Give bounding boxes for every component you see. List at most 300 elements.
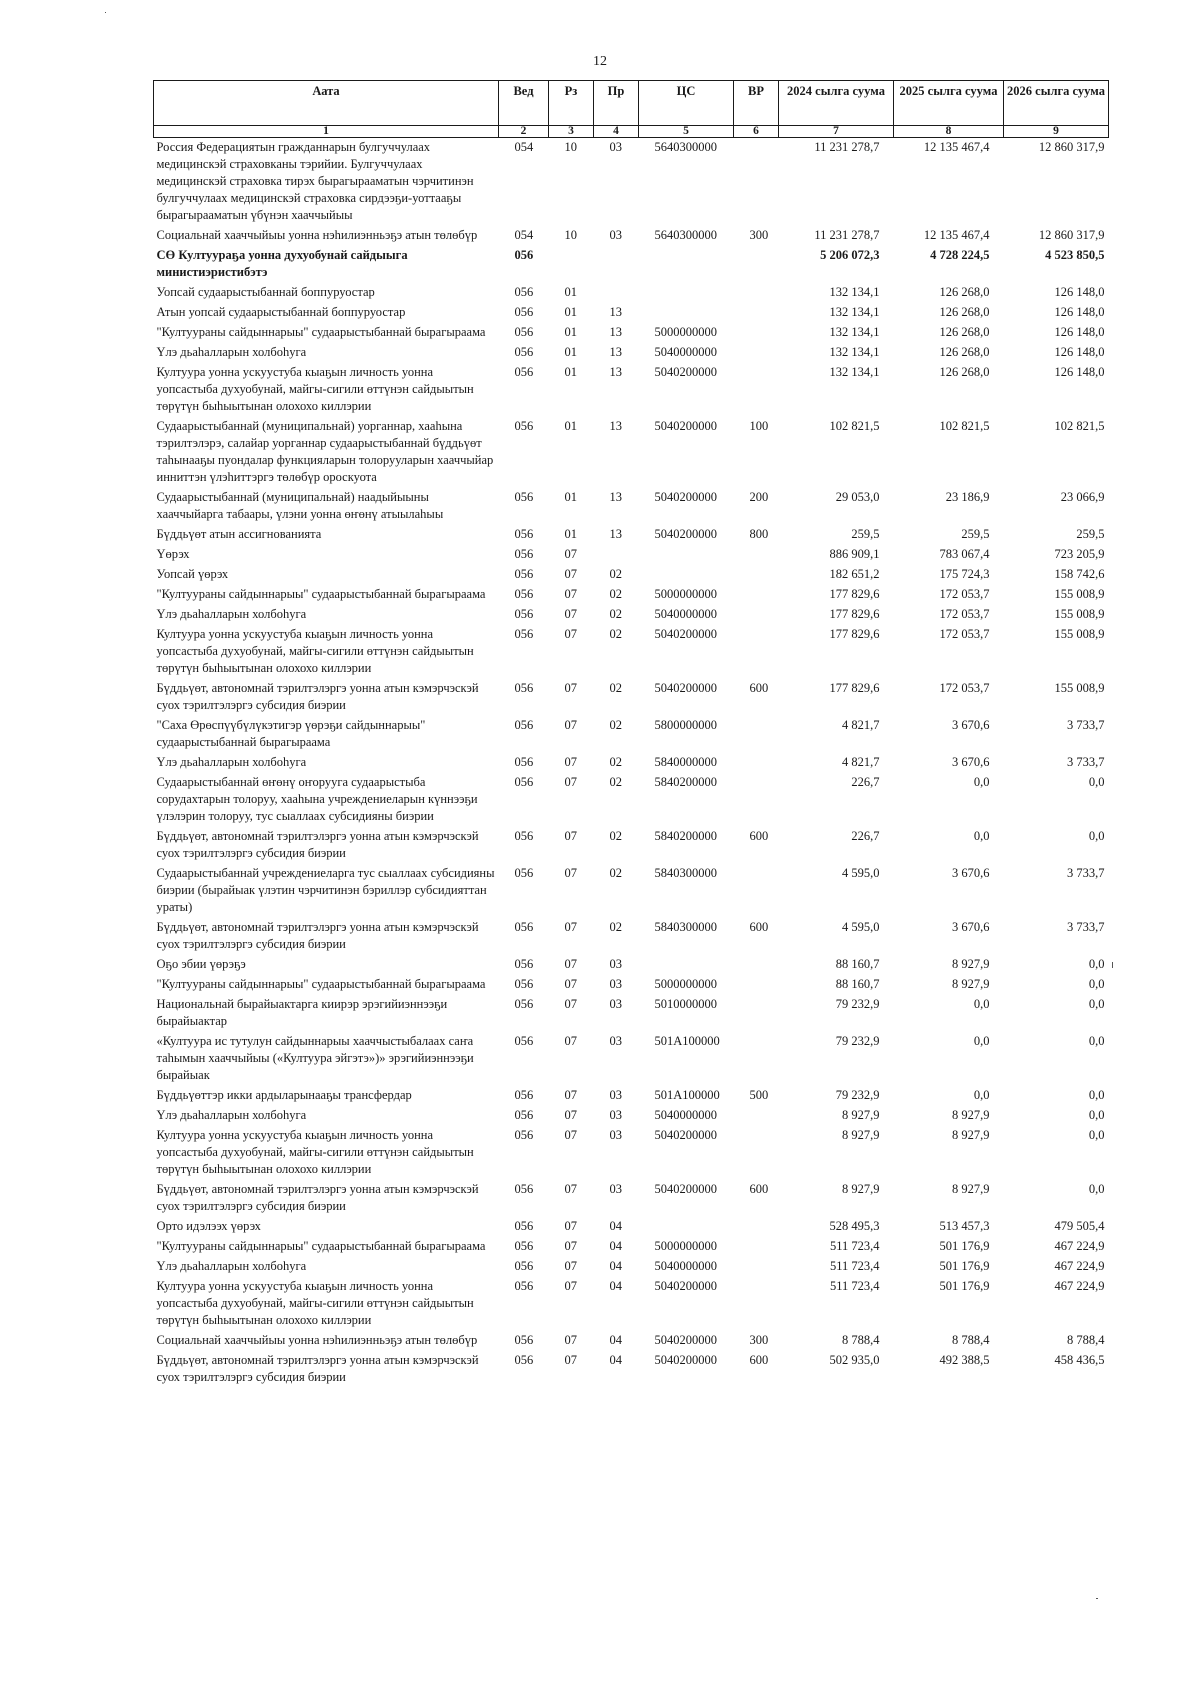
row-pr: 02 — [609, 567, 622, 581]
row-vr — [734, 343, 779, 363]
row-ved: 056 — [514, 587, 534, 601]
row-cs: 5840000000 — [654, 755, 717, 769]
table-row — [154, 1106, 1109, 1126]
row-vr: 600 — [749, 1182, 769, 1196]
row-rz: 07 — [564, 681, 577, 695]
row-pr: 13 — [609, 490, 622, 504]
scan-artifact — [1112, 962, 1113, 968]
row-pr: 04 — [609, 1333, 622, 1347]
column-number: 4 — [594, 126, 639, 138]
row-2025-amount: 126 268,0 — [939, 365, 990, 379]
row-rz: 07 — [564, 977, 577, 991]
row-2026-amount: 23 066,9 — [1060, 490, 1105, 504]
row-2026-amount: 0,0 — [1088, 1088, 1105, 1102]
row-rz: 07 — [564, 755, 577, 769]
row-2026-amount: 126 148,0 — [1054, 345, 1105, 359]
row-name: Култуура уонна ускуустуба кыаҕын личность уонна уопсастыба духуобунай, майгы-сигили өттүнэн сайдыытын төрүтүн быһыытынан олохохо киллэрии — [156, 1279, 474, 1327]
row-rz: 07 — [564, 997, 577, 1011]
row-pr: 03 — [609, 977, 622, 991]
row-vr: 200 — [749, 490, 769, 504]
row-rz: 01 — [564, 325, 577, 339]
row-name: Судаарыстыбаннай (муниципальнай) наадыйыыны хааччыйарга табаары, үлэни уонна өҥөнү атыылаһыы — [156, 490, 444, 521]
row-cs: 5840200000 — [654, 775, 717, 789]
row-2026-amount: 126 148,0 — [1054, 305, 1105, 319]
table-row — [154, 1237, 1109, 1257]
row-pr: 02 — [609, 718, 622, 732]
row-ved: 056 — [514, 1333, 534, 1347]
row-rz: 07 — [564, 1239, 577, 1253]
row-2026-amount: 479 505,4 — [1054, 1219, 1105, 1233]
row-name: "Култуураны сайдыннарыы" судаарыстыбаннай бырагыраама — [156, 1239, 486, 1253]
table-row — [154, 488, 1109, 525]
row-rz: 01 — [564, 285, 577, 299]
table-row — [154, 565, 1109, 585]
row-pr: 03 — [609, 1088, 622, 1102]
row-2026-amount: 0,0 — [1088, 829, 1105, 843]
row-cs — [639, 246, 734, 283]
row-pr: 03 — [609, 1034, 622, 1048]
table-row — [154, 1277, 1109, 1331]
row-name: Судаарыстыбаннай өҥөнү оҥорууга судаарыстыба сорудахтарын толоруу, хааһына учреждениеларын күннээҕи үлэлэрин толоруу, тус сыаллаах субсидияны биэрии — [156, 775, 478, 823]
row-pr: 03 — [609, 1108, 622, 1122]
row-name: Оҕо эбии үөрэҕэ — [156, 957, 246, 971]
table-row — [154, 975, 1109, 995]
row-name: Үлэ дьаһалларын холбоһуга — [156, 755, 307, 769]
table-row — [154, 955, 1109, 975]
row-name: Бүддьүөт, автономнай тэрилтэлэргэ уонна атын кэмэрчэскэй суох тэрилтэлэргэ субсидия биэрии — [156, 829, 479, 860]
row-rz: 10 — [564, 228, 577, 242]
row-rz: 07 — [564, 1219, 577, 1233]
row-vr: 500 — [749, 1088, 769, 1102]
row-ved: 056 — [514, 325, 534, 339]
row-name: Үлэ дьаһалларын холбоһуга — [156, 1259, 307, 1273]
row-pr: 13 — [609, 527, 622, 541]
row-ved: 056 — [514, 1353, 534, 1367]
row-name: Үлэ дьаһалларын холбоһуга — [156, 1108, 307, 1122]
row-rz: 07 — [564, 1108, 577, 1122]
row-ved: 056 — [514, 607, 534, 621]
row-ved: 056 — [514, 920, 534, 934]
column-number: 9 — [1004, 126, 1109, 138]
row-2025-amount: 0,0 — [973, 1034, 990, 1048]
row-ved: 054 — [514, 140, 534, 154]
row-vr — [734, 625, 779, 679]
row-name: "Култуураны сайдыннарыы" судаарыстыбаннай бырагыраама — [156, 325, 486, 339]
row-ved: 056 — [514, 829, 534, 843]
row-2024-amount: 177 829,6 — [829, 681, 880, 695]
row-2026-amount: 126 148,0 — [1054, 365, 1105, 379]
row-pr: 03 — [609, 228, 622, 242]
row-2025-amount: 492 388,5 — [939, 1353, 990, 1367]
row-2026-amount: 158 742,6 — [1054, 567, 1105, 581]
row-2024-amount: 132 134,1 — [829, 285, 880, 299]
row-rz: 07 — [564, 1182, 577, 1196]
row-ved: 056 — [514, 718, 534, 732]
row-name: Үлэ дьаһалларын холбоһуга — [156, 345, 307, 359]
row-2026-amount: 0,0 — [1088, 997, 1105, 1011]
row-name: Россия Федерациятын гражданнарын булгуччулаах медицинскэй страховканы тэрийии. Булгуччулаах медицинскэй страховка тирэх бырагырааматын чэрчитинэн булгуччулаах медицинскэй страховка сирдээҕи-уоттааҕы бырагырааматын үбүнэн хааччыйыы — [156, 140, 474, 222]
row-cs — [639, 955, 734, 975]
row-rz: 07 — [564, 775, 577, 789]
row-2026-amount: 458 436,5 — [1054, 1353, 1105, 1367]
row-cs: 5000000000 — [654, 977, 717, 991]
row-2026-amount: 4 523 850,5 — [1045, 248, 1105, 262]
row-name: Атын уопсай судаарыстыбаннай боппуруостар — [156, 305, 406, 319]
row-name: Судаарыстыбаннай (муниципальнай) уорганнар, хааһына тэрилтэлэрэ, салайар уорганнар судаарыстыбаннай бүддьүөт таһынааҕы пуондалар функцияларын толорууларын хааччыйар инниттэн үлэһиттэргэ төлөбүр ороскуота — [156, 419, 494, 484]
row-2024-amount: 226,7 — [851, 829, 880, 843]
row-2024-amount: 79 232,9 — [835, 997, 880, 1011]
row-2024-amount: 259,5 — [851, 527, 880, 541]
row-2025-amount: 4 728 224,5 — [930, 248, 990, 262]
row-ved: 056 — [514, 1239, 534, 1253]
row-ved: 056 — [514, 627, 534, 641]
table-header-row — [154, 81, 1109, 126]
row-name: Социальнай хааччыйыы уонна нэһилиэнньэҕэ атын төлөбүр — [156, 228, 478, 242]
row-2025-amount: 172 053,7 — [939, 607, 990, 621]
row-rz: 01 — [564, 419, 577, 433]
row-2026-amount: 467 224,9 — [1054, 1239, 1105, 1253]
table-row — [154, 545, 1109, 565]
row-pr: 03 — [609, 997, 622, 1011]
row-cs: 5040200000 — [654, 1279, 717, 1293]
row-vr: 800 — [749, 527, 769, 541]
row-ved: 054 — [514, 228, 534, 242]
row-cs: 5000000000 — [654, 587, 717, 601]
table-row — [154, 918, 1109, 955]
row-2025-amount: 102 821,5 — [939, 419, 990, 433]
row-vr — [734, 323, 779, 343]
row-2025-amount: 12 135 467,4 — [923, 228, 990, 242]
row-2024-amount: 182 651,2 — [829, 567, 880, 581]
row-rz: 07 — [564, 607, 577, 621]
row-vr — [734, 1032, 779, 1086]
row-2026-amount: 0,0 — [1088, 1034, 1105, 1048]
header-vr: ВР — [734, 81, 779, 126]
row-2025-amount: 23 186,9 — [945, 490, 990, 504]
table-row — [154, 995, 1109, 1032]
row-2025-amount: 8 927,9 — [952, 1128, 990, 1142]
row-2026-amount: 126 148,0 — [1054, 285, 1105, 299]
row-pr: 02 — [609, 627, 622, 641]
row-2025-amount: 8 927,9 — [952, 1182, 990, 1196]
row-2024-amount: 528 495,3 — [829, 1219, 880, 1233]
row-2026-amount: 0,0 — [1088, 1128, 1105, 1142]
row-2026-amount: 12 860 317,9 — [1038, 228, 1105, 242]
row-2024-amount: 4 821,7 — [842, 755, 880, 769]
row-name: Орто идэлээх үөрэх — [156, 1219, 261, 1233]
row-vr: 600 — [749, 920, 769, 934]
row-pr: 04 — [609, 1279, 622, 1293]
table-row — [154, 525, 1109, 545]
row-vr: 100 — [749, 419, 769, 433]
row-cs: 5040200000 — [654, 1353, 717, 1367]
table-row — [154, 864, 1109, 918]
column-number: 6 — [734, 126, 779, 138]
row-2024-amount: 177 829,6 — [829, 607, 880, 621]
row-vr — [734, 1106, 779, 1126]
row-pr: 04 — [609, 1219, 622, 1233]
row-pr: 13 — [609, 365, 622, 379]
row-name: Бүддьүөт, автономнай тэрилтэлэргэ уонна атын кэмэрчэскэй суох тэрилтэлэргэ субсидия биэрии — [156, 681, 479, 712]
row-cs: 5010000000 — [654, 997, 717, 1011]
row-2025-amount: 8 927,9 — [952, 1108, 990, 1122]
row-vr: 600 — [749, 1353, 769, 1367]
row-cs: 5040200000 — [654, 490, 717, 504]
row-2026-amount: 12 860 317,9 — [1038, 140, 1105, 154]
row-2024-amount: 88 160,7 — [835, 977, 880, 991]
scan-artifact — [105, 12, 106, 13]
table-row — [154, 138, 1109, 227]
header-pr: Пр — [594, 81, 639, 126]
row-name: «Култуура ис тутулун сайдыннарыы хааччыстыбалаах саҥа таһымын хааччыйыы («Култуура эйгэтэ»)» эрэгийиэннээҕи бырайыак — [156, 1034, 474, 1082]
row-rz: 07 — [564, 718, 577, 732]
table-row — [154, 773, 1109, 827]
row-2024-amount: 177 829,6 — [829, 587, 880, 601]
row-2024-amount: 8 927,9 — [842, 1108, 880, 1122]
row-ved: 056 — [514, 490, 534, 504]
row-2024-amount: 886 909,1 — [829, 547, 880, 561]
row-rz: 07 — [564, 1333, 577, 1347]
row-2024-amount: 511 723,4 — [829, 1239, 880, 1253]
table-row — [154, 716, 1109, 753]
header-rz: Рз — [549, 81, 594, 126]
row-2024-amount: 132 134,1 — [829, 365, 880, 379]
row-2025-amount: 3 670,6 — [952, 866, 990, 880]
row-2025-amount: 3 670,6 — [952, 755, 990, 769]
row-2025-amount: 3 670,6 — [952, 920, 990, 934]
row-vr — [734, 138, 779, 227]
row-pr: 03 — [609, 140, 622, 154]
row-cs: 5040200000 — [654, 419, 717, 433]
row-pr: 13 — [609, 305, 622, 319]
row-vr: 600 — [749, 681, 769, 695]
row-2024-amount: 11 231 278,7 — [814, 140, 880, 154]
row-ved: 056 — [514, 1219, 534, 1233]
row-cs — [639, 283, 734, 303]
row-vr — [734, 773, 779, 827]
row-cs: 5040200000 — [654, 527, 717, 541]
table-row — [154, 1126, 1109, 1180]
row-rz: 07 — [564, 829, 577, 843]
row-name: Үөрэх — [156, 547, 190, 561]
row-pr: 02 — [609, 587, 622, 601]
row-2024-amount: 8 927,9 — [842, 1182, 880, 1196]
row-ved: 056 — [514, 1182, 534, 1196]
row-2024-amount: 177 829,6 — [829, 627, 880, 641]
row-pr: 02 — [609, 866, 622, 880]
row-name: СӨ Култуураҕа уонна духуобунай сайдыыга министиэристибэтэ — [156, 248, 408, 279]
row-2025-amount: 172 053,7 — [939, 681, 990, 695]
row-rz: 07 — [564, 547, 577, 561]
row-2024-amount: 502 935,0 — [829, 1353, 880, 1367]
row-pr: 03 — [609, 957, 622, 971]
row-cs — [639, 303, 734, 323]
row-2026-amount: 3 733,7 — [1067, 866, 1105, 880]
row-2026-amount: 259,5 — [1076, 527, 1105, 541]
row-ved: 056 — [514, 1034, 534, 1048]
row-2024-amount: 11 231 278,7 — [814, 228, 880, 242]
row-rz — [549, 246, 594, 283]
row-cs: 5040200000 — [654, 1182, 717, 1196]
row-pr: 13 — [609, 419, 622, 433]
row-pr: 02 — [609, 829, 622, 843]
row-vr — [734, 545, 779, 565]
table-row — [154, 1257, 1109, 1277]
row-vr — [734, 864, 779, 918]
row-2024-amount: 4 595,0 — [842, 866, 880, 880]
row-cs: 5040000000 — [654, 1108, 717, 1122]
row-cs: 5040000000 — [654, 607, 717, 621]
row-ved: 056 — [514, 866, 534, 880]
row-2026-amount: 8 788,4 — [1067, 1333, 1105, 1347]
row-2025-amount: 8 927,9 — [952, 977, 990, 991]
budget-table — [153, 80, 1109, 1388]
row-2025-amount: 0,0 — [973, 997, 990, 1011]
row-cs: 501A100000 — [654, 1034, 720, 1048]
row-ved: 056 — [514, 345, 534, 359]
row-name: "Саха Өрөспүүбүлүкэтигэр үөрэҕи сайдыннарыы" судаарыстыбаннай бырагыраама — [156, 718, 426, 749]
header-2026: 2026 сылга суума — [1004, 81, 1109, 126]
row-cs: 5040200000 — [654, 1128, 717, 1142]
column-number: 7 — [779, 126, 894, 138]
row-cs: 5040000000 — [654, 345, 717, 359]
row-ved: 056 — [514, 1108, 534, 1122]
row-name: Уопсай судаарыстыбаннай боппуруостар — [156, 285, 375, 299]
row-ved: 056 — [514, 997, 534, 1011]
row-2025-amount: 513 457,3 — [939, 1219, 990, 1233]
row-2024-amount: 8 788,4 — [842, 1333, 880, 1347]
row-vr — [734, 1257, 779, 1277]
row-2025-amount: 8 927,9 — [952, 957, 990, 971]
row-cs — [639, 545, 734, 565]
row-rz: 07 — [564, 1088, 577, 1102]
row-name: Бүддьүөт, автономнай тэрилтэлэргэ уонна атын кэмэрчэскэй суох тэрилтэлэргэ субсидия биэрии — [156, 1353, 479, 1384]
row-2026-amount: 467 224,9 — [1054, 1279, 1105, 1293]
row-rz: 07 — [564, 1034, 577, 1048]
column-number: 3 — [549, 126, 594, 138]
row-ved: 056 — [514, 1259, 534, 1273]
row-2026-amount: 155 008,9 — [1054, 607, 1105, 621]
table-column-numbers-row — [154, 126, 1109, 138]
header-2024: 2024 сылга суума — [779, 81, 894, 126]
row-pr: 02 — [609, 920, 622, 934]
row-rz: 01 — [564, 365, 577, 379]
row-name: "Култуураны сайдыннарыы" судаарыстыбаннай бырагыраама — [156, 977, 486, 991]
row-pr — [594, 545, 639, 565]
row-pr — [594, 246, 639, 283]
row-ved: 056 — [514, 1088, 534, 1102]
row-2026-amount: 102 821,5 — [1054, 419, 1105, 433]
row-rz: 07 — [564, 587, 577, 601]
row-ved: 056 — [514, 957, 534, 971]
row-name: Үлэ дьаһалларын холбоһуга — [156, 607, 307, 621]
row-ved: 056 — [514, 547, 534, 561]
table-row — [154, 343, 1109, 363]
row-vr — [734, 716, 779, 753]
row-pr: 03 — [609, 1182, 622, 1196]
row-vr — [734, 955, 779, 975]
row-ved: 056 — [514, 248, 534, 262]
row-vr — [734, 1217, 779, 1237]
row-cs: 5040200000 — [654, 681, 717, 695]
row-ved: 056 — [514, 365, 534, 379]
row-pr: 03 — [609, 1128, 622, 1142]
row-vr: 300 — [749, 228, 769, 242]
row-2025-amount: 126 268,0 — [939, 345, 990, 359]
table-row — [154, 827, 1109, 864]
page-number: 12 — [593, 54, 607, 69]
row-pr: 02 — [609, 755, 622, 769]
row-2024-amount: 4 821,7 — [842, 718, 880, 732]
row-pr: 04 — [609, 1353, 622, 1367]
row-vr — [734, 303, 779, 323]
row-rz: 07 — [564, 627, 577, 641]
table-row — [154, 323, 1109, 343]
row-2024-amount: 132 134,1 — [829, 325, 880, 339]
row-ved: 056 — [514, 419, 534, 433]
table-row — [154, 1217, 1109, 1237]
row-name: Судаарыстыбаннай учреждениеларга тус сыаллаах субсидияны биэрии (бырайыак үлэтин чэрчитинэн бэриллэр субсидияттан ураты) — [156, 866, 495, 914]
row-vr: 600 — [749, 829, 769, 843]
row-2026-amount: 3 733,7 — [1067, 718, 1105, 732]
row-vr — [734, 1277, 779, 1331]
row-cs: 5040000000 — [654, 1259, 717, 1273]
row-vr — [734, 605, 779, 625]
row-2026-amount: 3 733,7 — [1067, 920, 1105, 934]
row-rz: 07 — [564, 866, 577, 880]
row-vr: 300 — [749, 1333, 769, 1347]
row-2024-amount: 226,7 — [851, 775, 880, 789]
row-rz: 07 — [564, 1259, 577, 1273]
row-2026-amount: 0,0 — [1088, 957, 1105, 971]
row-rz: 07 — [564, 1279, 577, 1293]
row-pr: 04 — [609, 1259, 622, 1273]
header-cs: ЦС — [639, 81, 734, 126]
row-2025-amount: 0,0 — [973, 1088, 990, 1102]
row-rz: 07 — [564, 920, 577, 934]
row-2025-amount: 126 268,0 — [939, 305, 990, 319]
table-row — [154, 246, 1109, 283]
row-2024-amount: 8 927,9 — [842, 1128, 880, 1142]
row-name: Уопсай үөрэх — [156, 567, 229, 581]
row-cs: 5640300000 — [654, 140, 717, 154]
row-2025-amount: 12 135 467,4 — [923, 140, 990, 154]
row-ved: 056 — [514, 775, 534, 789]
row-cs: 5800000000 — [654, 718, 717, 732]
row-2024-amount: 511 723,4 — [829, 1259, 880, 1273]
table-row — [154, 363, 1109, 417]
column-number: 8 — [894, 126, 1004, 138]
row-ved: 056 — [514, 527, 534, 541]
row-ved: 056 — [514, 681, 534, 695]
table-row — [154, 625, 1109, 679]
row-2024-amount: 511 723,4 — [829, 1279, 880, 1293]
row-2025-amount: 0,0 — [973, 829, 990, 843]
header-name: Аата — [154, 81, 499, 126]
row-cs: 501A100000 — [654, 1088, 720, 1102]
table-row — [154, 226, 1109, 246]
row-vr — [734, 363, 779, 417]
row-pr: 13 — [609, 325, 622, 339]
row-rz: 07 — [564, 1353, 577, 1367]
row-pr: 02 — [609, 607, 622, 621]
table-row — [154, 1180, 1109, 1217]
row-2026-amount: 155 008,9 — [1054, 587, 1105, 601]
row-2024-amount: 29 053,0 — [835, 490, 880, 504]
column-number: 1 — [154, 126, 499, 138]
row-2026-amount: 155 008,9 — [1054, 681, 1105, 695]
table-body — [154, 138, 1109, 1389]
